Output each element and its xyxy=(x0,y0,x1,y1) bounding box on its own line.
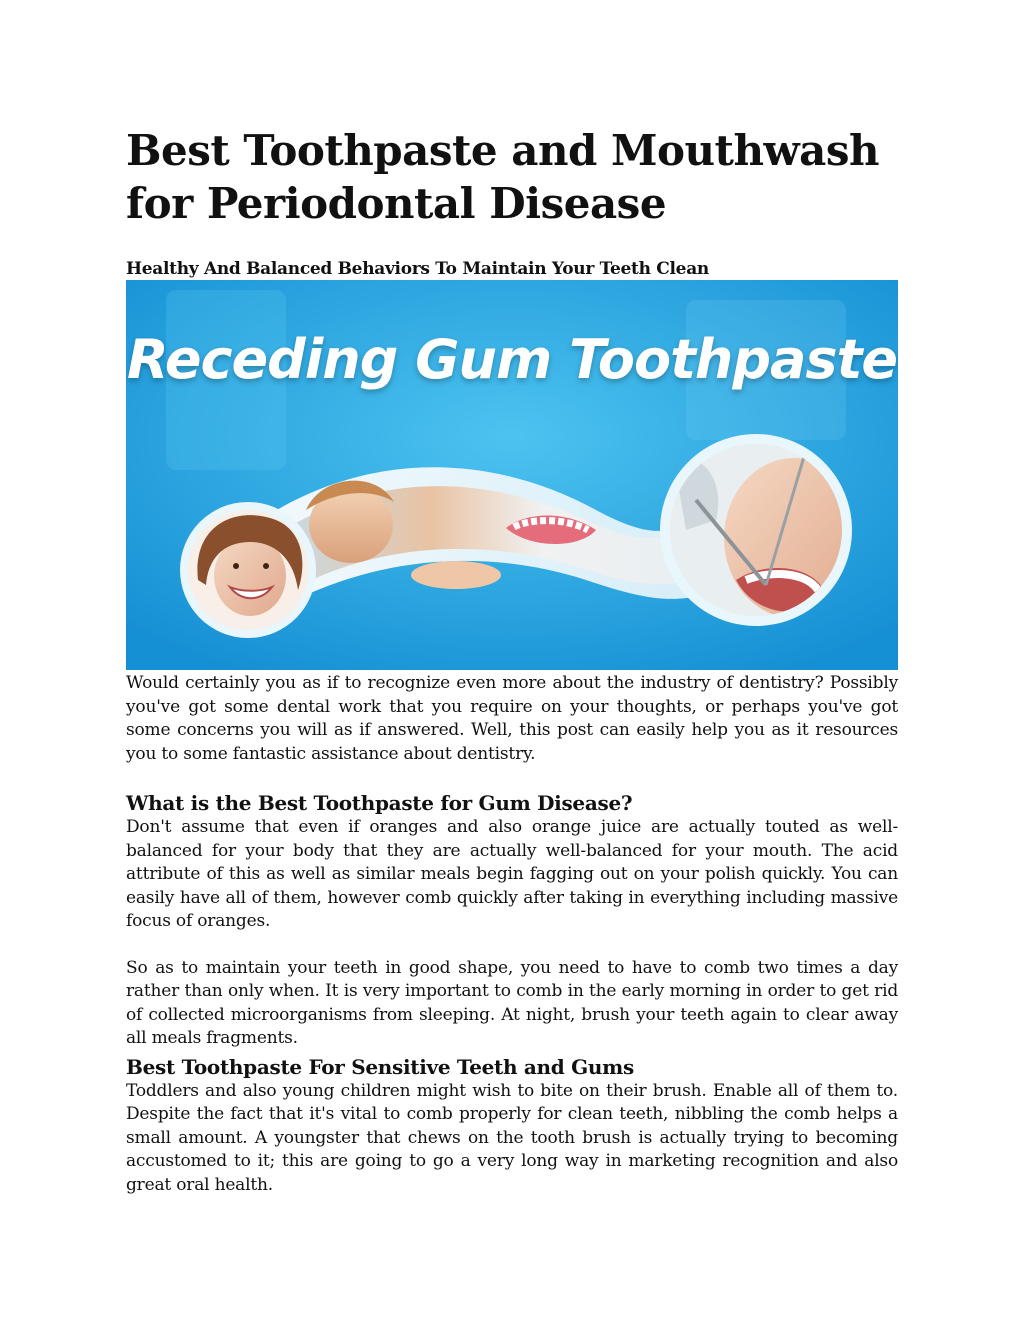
heading-gum-disease: What is the Best Toothpaste for Gum Disease? xyxy=(126,791,633,815)
hero-banner-text: Receding Gum Toothpaste xyxy=(126,328,898,391)
gum-disease-paragraph: Don't assume that even if oranges and also orange juice are actually touted as well-balanced for your body that they are actually well-balanced for your mouth. The acid attribute of this as well as similar meals begin fagging out on your polish quickly. You can easily have all of them, however comb quickly after taking in everything including massive focus of oranges. xyxy=(126,817,898,931)
document-page xyxy=(126,124,898,1197)
intro-paragraph: Would certainly you as if to recognize even more about the industry of dentistry? Possibly you've got some dental work that you require on your thoughts, or perhaps you've got some concerns you will as if answered. Well, this post can easily help you as it resources you to some fantastic assistance about dentistry. xyxy=(126,673,898,764)
hero-banner-image xyxy=(126,280,898,670)
maintain-teeth-paragraph: So as to maintain your teeth in good shape, you need to have to comb two times a day rather than only when. It is very important to comb in the early morning in order to get rid of collected microorganisms from sleeping. At night, brush your teeth again to clear away all meals fragments. xyxy=(126,957,898,1048)
page-title: Best Toothpaste and Mouthwash for Periodontal Disease xyxy=(126,126,880,228)
heading-sensitive-teeth: Best Toothpaste For Sensitive Teeth and Gums xyxy=(126,1054,634,1079)
sensitive-teeth-paragraph: Toddlers and also young children might wish to bite on their brush. Enable all of them to. Despite the fact that it's vital to comb properly for clean teeth, nibbling the comb helps a small amount. A youngster that chews on the tooth brush is actually trying to becoming accustomed to it; this are going to go a very long way in marketing recognition and also great oral health. xyxy=(126,1080,898,1195)
subtitle: Healthy And Balanced Behaviors To Maintain Your Teeth Clean xyxy=(126,259,709,279)
